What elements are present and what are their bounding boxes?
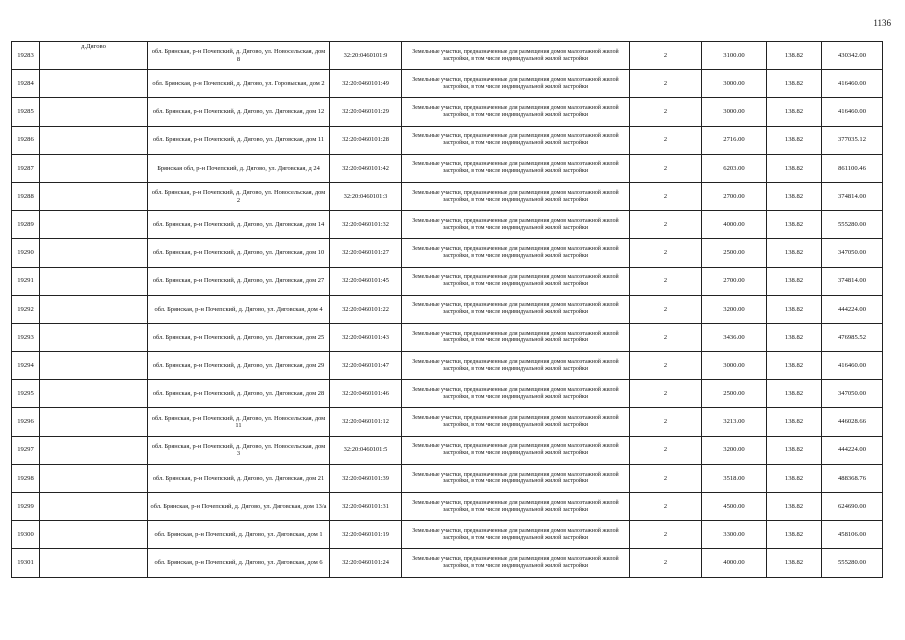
row-number-cell: 19283 [12, 42, 40, 70]
land-use-cell: Земельные участки, предназначенные для размещения домов малоэтажной жилой застройки, в том числе индивидуальной жилой застройки [402, 464, 630, 492]
area-cell: 2500.00 [702, 239, 767, 267]
cadastral-number-cell: 32:20:0460101:46 [330, 380, 402, 408]
cadastral-value-cell: 416460.00 [822, 352, 883, 380]
rate-cell: 138.82 [767, 380, 822, 408]
land-use-cell: Земельные участки, предназначенные для размещения домов малоэтажной жилой застройки, в том числе индивидуальной жилой застройки [402, 380, 630, 408]
address-cell: обл. Брянская, р-н Почепский, д. Дягово, ул. Горовыская, дом 2 [148, 70, 330, 98]
row-number-cell: 19287 [12, 154, 40, 182]
land-use-cell: Земельные участки, предназначенные для размещения домов малоэтажной жилой застройки, в том числе индивидуальной жилой застройки [402, 211, 630, 239]
locality-cell [40, 493, 148, 521]
cadastral-number-cell: 32:20:0460101:29 [330, 98, 402, 126]
group-cell: 2 [630, 521, 702, 549]
cadastral-value-table [11, 41, 883, 578]
cadastral-number-cell: 32:20:0460101:9 [330, 42, 402, 70]
locality-cell [40, 126, 148, 154]
group-cell: 2 [630, 154, 702, 182]
address-cell: обл. Брянская, р-н Почепский, д. Дягово, ул. Дяговская, дом 25 [148, 323, 330, 351]
row-number-cell: 19285 [12, 98, 40, 126]
table-row [12, 267, 883, 295]
area-cell: 3000.00 [702, 98, 767, 126]
address-cell: обл. Брянская, р-н Почепский, д. Дягово, ул. Дяговская, дом 12 [148, 98, 330, 126]
land-use-cell: Земельные участки, предназначенные для размещения домов малоэтажной жилой застройки, в том числе индивидуальной жилой застройки [402, 408, 630, 436]
table-row [12, 295, 883, 323]
row-number-cell: 19301 [12, 549, 40, 577]
cadastral-number-cell: 32:20:0460101:39 [330, 464, 402, 492]
table-row [12, 182, 883, 210]
land-use-cell: Земельные участки, предназначенные для размещения домов малоэтажной жилой застройки, в том числе индивидуальной жилой застройки [402, 323, 630, 351]
row-number-cell: 19289 [12, 211, 40, 239]
group-cell: 2 [630, 380, 702, 408]
cadastral-value-cell: 374814.00 [822, 267, 883, 295]
table-row [12, 323, 883, 351]
table-row [12, 42, 883, 70]
cadastral-value-cell: 347050.00 [822, 239, 883, 267]
cadastral-value-cell: 861100.46 [822, 154, 883, 182]
land-use-cell: Земельные участки, предназначенные для размещения домов малоэтажной жилой застройки, в том числе индивидуальной жилой застройки [402, 70, 630, 98]
land-use-cell: Земельные участки, предназначенные для размещения домов малоэтажной жилой застройки, в том числе индивидуальной жилой застройки [402, 239, 630, 267]
group-cell: 2 [630, 352, 702, 380]
locality-cell [40, 295, 148, 323]
cadastral-value-cell: 488368.76 [822, 464, 883, 492]
rate-cell: 138.82 [767, 323, 822, 351]
locality-cell [40, 352, 148, 380]
table-row [12, 493, 883, 521]
group-cell: 2 [630, 323, 702, 351]
group-cell: 2 [630, 70, 702, 98]
rate-cell: 138.82 [767, 464, 822, 492]
row-number-cell: 19294 [12, 352, 40, 380]
address-cell: обл. Брянская, р-н Почепский, д. Дягово, ул. Новосельская, дом 3 [148, 436, 330, 464]
cadastral-number-cell: 32:20:0460101:22 [330, 295, 402, 323]
locality-cell [40, 380, 148, 408]
rate-cell: 138.82 [767, 42, 822, 70]
land-use-cell: Земельные участки, предназначенные для размещения домов малоэтажной жилой застройки, в том числе индивидуальной жилой застройки [402, 182, 630, 210]
area-cell: 2700.00 [702, 267, 767, 295]
locality-cell [40, 154, 148, 182]
rate-cell: 138.82 [767, 239, 822, 267]
land-use-cell: Земельные участки, предназначенные для размещения домов малоэтажной жилой застройки, в том числе индивидуальной жилой застройки [402, 549, 630, 577]
cadastral-value-cell: 624690.00 [822, 493, 883, 521]
address-cell: обл. Брянская, р-н Почепский, д. Дягово, ул. Дяговская, дом 11 [148, 126, 330, 154]
row-number-cell: 19290 [12, 239, 40, 267]
address-cell: обл. Брянская, р-н Почепский, д. Дягово, ул. Дяговская, дом 1 [148, 521, 330, 549]
locality-cell [40, 436, 148, 464]
area-cell: 3518.00 [702, 464, 767, 492]
area-cell: 3213.00 [702, 408, 767, 436]
area-cell: 3100.00 [702, 42, 767, 70]
cadastral-value-cell: 555280.00 [822, 549, 883, 577]
land-use-cell: Земельные участки, предназначенные для размещения домов малоэтажной жилой застройки, в том числе индивидуальной жилой застройки [402, 352, 630, 380]
land-use-cell: Земельные участки, предназначенные для размещения домов малоэтажной жилой застройки, в том числе индивидуальной жилой застройки [402, 267, 630, 295]
group-cell: 2 [630, 267, 702, 295]
table-row [12, 521, 883, 549]
land-use-cell: Земельные участки, предназначенные для размещения домов малоэтажной жилой застройки, в том числе индивидуальной жилой застройки [402, 436, 630, 464]
land-use-cell: Земельные участки, предназначенные для размещения домов малоэтажной жилой застройки, в том числе индивидуальной жилой застройки [402, 295, 630, 323]
row-number-cell: 19300 [12, 521, 40, 549]
cadastral-value-cell: 458106.00 [822, 521, 883, 549]
cadastral-number-cell: 32:20:0460101:19 [330, 521, 402, 549]
cadastral-value-cell: 444224.00 [822, 295, 883, 323]
row-number-cell: 19288 [12, 182, 40, 210]
group-cell: 2 [630, 464, 702, 492]
page-number: 1136 [873, 18, 891, 28]
cadastral-number-cell: 32:20:0460101:28 [330, 126, 402, 154]
cadastral-number-cell: 32:20:0460101:24 [330, 549, 402, 577]
locality-cell [40, 408, 148, 436]
rate-cell: 138.82 [767, 493, 822, 521]
cadastral-number-cell: 32:20:0460101:45 [330, 267, 402, 295]
rate-cell: 138.82 [767, 182, 822, 210]
address-cell: обл. Брянская, р-н Почепский, д. Дягово, ул. Дяговская, дом 28 [148, 380, 330, 408]
cadastral-value-cell: 347050.00 [822, 380, 883, 408]
rate-cell: 138.82 [767, 211, 822, 239]
row-number-cell: 19295 [12, 380, 40, 408]
cadastral-value-cell: 416460.00 [822, 70, 883, 98]
land-use-cell: Земельные участки, предназначенные для размещения домов малоэтажной жилой застройки, в том числе индивидуальной жилой застройки [402, 42, 630, 70]
area-cell: 4000.00 [702, 211, 767, 239]
table-row [12, 352, 883, 380]
rate-cell: 138.82 [767, 154, 822, 182]
locality-cell [40, 549, 148, 577]
address-cell: обл. Брянская, р-н Почепский, д. Дягово, ул. Дяговская, дом 21 [148, 464, 330, 492]
cadastral-number-cell: 32:20:0460101:43 [330, 323, 402, 351]
cadastral-number-cell: 32:20:0460101:49 [330, 70, 402, 98]
row-number-cell: 19291 [12, 267, 40, 295]
group-cell: 2 [630, 126, 702, 154]
cadastral-number-cell: 32:20:0460101:47 [330, 352, 402, 380]
address-cell: обл. Брянская, р-н Почепский, д. Дягово, ул. Новосельская, дом 11 [148, 408, 330, 436]
address-cell: обл. Брянская, р-н Почепский, д. Дягово, ул. Новосельская, дом 8 [148, 42, 330, 70]
row-number-cell: 19299 [12, 493, 40, 521]
cadastral-value-cell: 374814.00 [822, 182, 883, 210]
row-number-cell: 19293 [12, 323, 40, 351]
row-number-cell: 19292 [12, 295, 40, 323]
cadastral-number-cell: 32:20:0460101:5 [330, 436, 402, 464]
group-cell: 2 [630, 239, 702, 267]
address-cell: обл. Брянская, р-н Почепский, д. Дягово, ул. Дяговская, дом 14 [148, 211, 330, 239]
rate-cell: 138.82 [767, 521, 822, 549]
area-cell: 3436.00 [702, 323, 767, 351]
table-row [12, 126, 883, 154]
cadastral-value-cell: 416460.00 [822, 98, 883, 126]
locality-cell [40, 182, 148, 210]
address-cell: обл. Брянская, р-н Почепский, д. Дягово, ул. Дяговская, дом 29 [148, 352, 330, 380]
area-cell: 4500.00 [702, 493, 767, 521]
address-cell: обл. Брянская, р-н Почепский, д. Дягово, ул. Дяговская, дом 13/а [148, 493, 330, 521]
area-cell: 4000.00 [702, 549, 767, 577]
area-cell: 2500.00 [702, 380, 767, 408]
table-row [12, 380, 883, 408]
area-cell: 3300.00 [702, 521, 767, 549]
locality-cell [40, 323, 148, 351]
table-body [12, 42, 883, 578]
table-row [12, 70, 883, 98]
land-use-cell: Земельные участки, предназначенные для размещения домов малоэтажной жилой застройки, в том числе индивидуальной жилой застройки [402, 154, 630, 182]
cadastral-number-cell: 32:20:0460101:32 [330, 211, 402, 239]
row-number-cell: 19296 [12, 408, 40, 436]
table-row [12, 98, 883, 126]
area-cell: 3200.00 [702, 436, 767, 464]
area-cell: 3200.00 [702, 295, 767, 323]
group-cell: 2 [630, 493, 702, 521]
area-cell: 3000.00 [702, 70, 767, 98]
locality-cell [40, 521, 148, 549]
address-cell: Брянская обл, р-н Почепский, д. Дягово, ул. Дяговская, д 24 [148, 154, 330, 182]
row-number-cell: 19298 [12, 464, 40, 492]
cadastral-value-cell: 476985.52 [822, 323, 883, 351]
address-cell: обл. Брянская, р-н Почепский, д. Дягово, ул. Дяговская, дом 27 [148, 267, 330, 295]
rate-cell: 138.82 [767, 549, 822, 577]
land-use-cell: Земельные участки, предназначенные для размещения домов малоэтажной жилой застройки, в том числе индивидуальной жилой застройки [402, 126, 630, 154]
address-cell: обл. Брянская, р-н Почепский, д. Дягово, ул. Новосельская, дом 2 [148, 182, 330, 210]
group-cell: 2 [630, 408, 702, 436]
area-cell: 6203.00 [702, 154, 767, 182]
cadastral-value-cell: 377035.12 [822, 126, 883, 154]
land-use-cell: Земельные участки, предназначенные для размещения домов малоэтажной жилой застройки, в том числе индивидуальной жилой застройки [402, 493, 630, 521]
group-cell: 2 [630, 549, 702, 577]
locality-cell [40, 98, 148, 126]
rate-cell: 138.82 [767, 408, 822, 436]
rate-cell: 138.82 [767, 436, 822, 464]
group-cell: 2 [630, 211, 702, 239]
land-use-cell: Земельные участки, предназначенные для размещения домов малоэтажной жилой застройки, в том числе индивидуальной жилой застройки [402, 521, 630, 549]
address-cell: обл. Брянская, р-н Почепский, д. Дягово, ул. Дяговская, дом 10 [148, 239, 330, 267]
row-number-cell: 19297 [12, 436, 40, 464]
rate-cell: 138.82 [767, 295, 822, 323]
cadastral-value-cell: 555280.00 [822, 211, 883, 239]
cadastral-number-cell: 32:20:0460101:12 [330, 408, 402, 436]
area-cell: 2716.00 [702, 126, 767, 154]
cadastral-value-cell: 446028.66 [822, 408, 883, 436]
locality-cell [40, 267, 148, 295]
rate-cell: 138.82 [767, 126, 822, 154]
row-number-cell: 19286 [12, 126, 40, 154]
address-cell: обл. Брянская, р-н Почепский, д. Дягово, ул. Дяговская, дом 4 [148, 295, 330, 323]
group-cell: 2 [630, 42, 702, 70]
table-row [12, 154, 883, 182]
group-cell: 2 [630, 182, 702, 210]
cadastral-value-cell: 444224.00 [822, 436, 883, 464]
table-row [12, 211, 883, 239]
rate-cell: 138.82 [767, 267, 822, 295]
group-cell: 2 [630, 436, 702, 464]
area-cell: 2700.00 [702, 182, 767, 210]
rate-cell: 138.82 [767, 70, 822, 98]
cadastral-number-cell: 32:20:0460101:42 [330, 154, 402, 182]
cadastral-value-cell: 430342.00 [822, 42, 883, 70]
rate-cell: 138.82 [767, 98, 822, 126]
cadastral-number-cell: 32:20:0460101:3 [330, 182, 402, 210]
group-cell: 2 [630, 98, 702, 126]
locality-cell: д.Дягово [40, 42, 148, 70]
cadastral-number-cell: 32:20:0460101:27 [330, 239, 402, 267]
table-row [12, 408, 883, 436]
locality-cell [40, 211, 148, 239]
locality-cell [40, 239, 148, 267]
table-row [12, 549, 883, 577]
land-use-cell: Земельные участки, предназначенные для размещения домов малоэтажной жилой застройки, в том числе индивидуальной жилой застройки [402, 98, 630, 126]
table-row [12, 464, 883, 492]
locality-cell [40, 464, 148, 492]
address-cell: обл. Брянская, р-н Почепский, д. Дягово, ул. Дяговская, дом 6 [148, 549, 330, 577]
area-cell: 3000.00 [702, 352, 767, 380]
table-row [12, 436, 883, 464]
locality-cell [40, 70, 148, 98]
group-cell: 2 [630, 295, 702, 323]
table-row [12, 239, 883, 267]
row-number-cell: 19284 [12, 70, 40, 98]
cadastral-number-cell: 32:20:0460101:31 [330, 493, 402, 521]
rate-cell: 138.82 [767, 352, 822, 380]
